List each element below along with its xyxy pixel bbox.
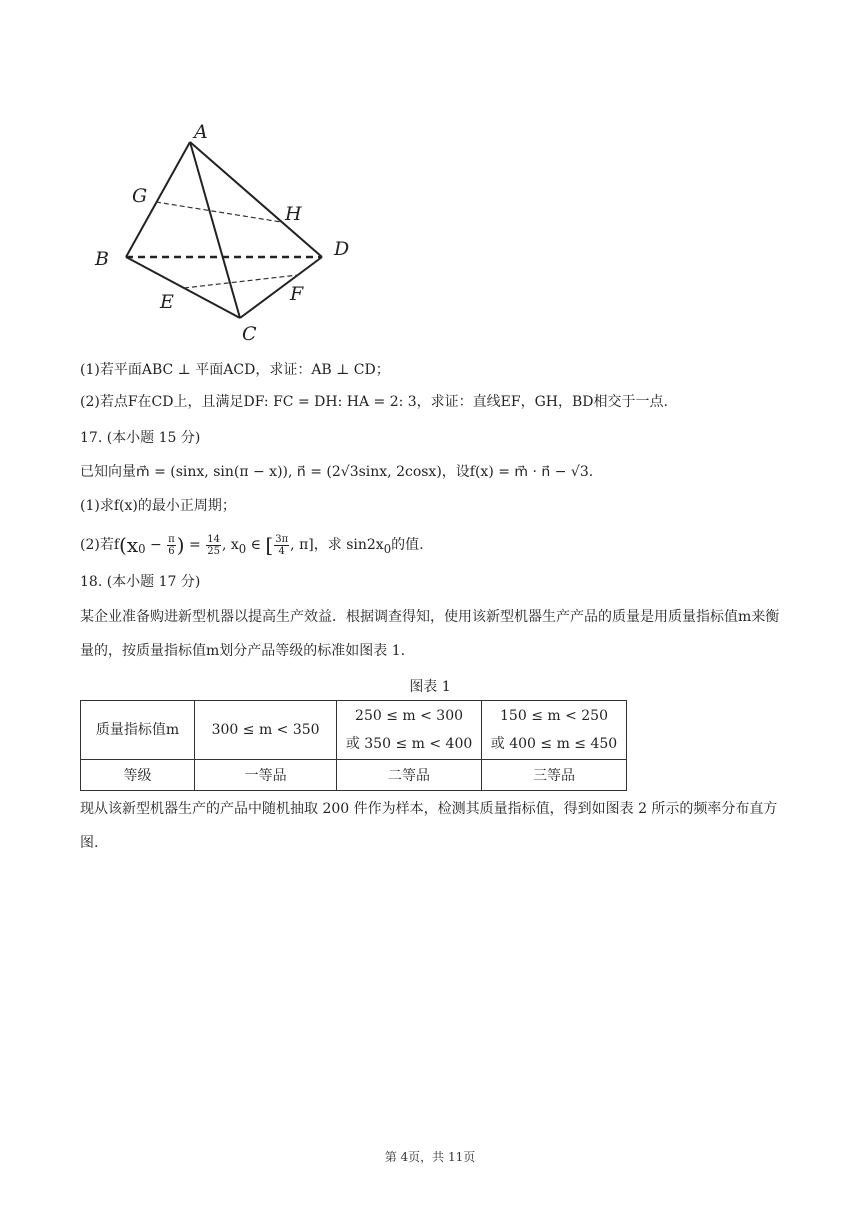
- fraction-numerator: 14: [207, 533, 220, 545]
- label-b: B: [95, 248, 109, 270]
- table-cell-grade1: 一等品: [195, 760, 337, 791]
- q17-int-right: , π]: [290, 537, 314, 553]
- q17-cond-sub: 0: [238, 541, 247, 556]
- range-line: 或 400 ≤ m ≤ 450: [490, 736, 618, 752]
- table-cell-grade-label: 等级: [81, 760, 195, 791]
- q17-int-left: [: [265, 533, 274, 557]
- table-cell-grade2-range: [337, 701, 482, 760]
- pi-over-6-fraction: [167, 534, 176, 557]
- q17-part2-prefix: (2)若f: [80, 537, 120, 553]
- tetrahedron-figure: [80, 118, 380, 348]
- q17-cond: , x: [221, 537, 239, 553]
- fraction-denominator: 25: [207, 545, 220, 557]
- edge-ac: [190, 142, 240, 318]
- q16-part1: (1)若平面ABC ⊥ 平面ACD，求证：AB ⊥ CD；: [80, 362, 390, 378]
- table-row: [81, 760, 627, 791]
- table-cell-grade1-range: 300 ≤ m < 350: [195, 701, 337, 760]
- q17-eq: =: [184, 537, 206, 553]
- q17-part2: [80, 530, 424, 564]
- table-cell-grade2: 二等品: [337, 760, 482, 791]
- label-c: C: [242, 323, 257, 345]
- range-line: 或 350 ≤ m < 400: [345, 736, 473, 752]
- value-fraction: [206, 534, 221, 557]
- fraction-denominator: 6: [168, 545, 175, 557]
- edge-ad: [190, 142, 322, 257]
- table-cell-grade3-range: [482, 701, 627, 760]
- segment-ef-dashed: [184, 275, 298, 288]
- table-cell-grade3: 三等品: [482, 760, 627, 791]
- q16-part2: (2)若点F在CD上，且满足DF: FC = DH: HA = 2: 3，求证：直线EF，GH，BD相交于一点.: [80, 394, 668, 410]
- q17-ask: ，求 sin2x: [313, 537, 384, 553]
- page-footer: 第 4页，共 11页: [384, 1150, 476, 1164]
- grade-standard-table: [80, 700, 627, 791]
- table-row: [81, 701, 627, 760]
- range-line: 250 ≤ m < 300: [355, 708, 464, 724]
- label-h: H: [285, 203, 302, 225]
- q17-stem: 已知向量m⃗ = (sinx, sin(π − x)), n⃗ = (2√3sinx, 2cosx)，设f(x) = m⃗ · n⃗ − √3.: [80, 464, 594, 480]
- q17-in: ∈: [246, 537, 266, 553]
- label-f: F: [290, 283, 304, 305]
- table-caption: 图表 1: [409, 679, 451, 695]
- q17-arg-right: ): [176, 533, 185, 557]
- q17-ask-sub: 0: [383, 541, 392, 556]
- label-d: D: [334, 238, 350, 260]
- fraction-denominator: 4: [278, 545, 285, 557]
- edge-bc: [126, 257, 240, 318]
- label-a: A: [194, 121, 208, 143]
- q18-intro: 某企业准备购进新型机器以提高生产效益．根据调查得知，使用该新型机器生产产品的质量是用质量指标值m来衡量的，按质量指标值m划分产品等级的标准如图表 1.: [80, 609, 780, 659]
- edge-cd: [240, 257, 322, 318]
- three-pi-over-4-fraction: [274, 534, 289, 557]
- q18-sample: 现从该新型机器生产的产品中随机抽取 200 件作为样本，检测其质量指标值，得到如图表 2 所示的频率分布直方图.: [80, 801, 778, 851]
- fraction-numerator: π: [168, 533, 175, 545]
- q18-header: 18. (本小题 17 分): [80, 574, 201, 590]
- label-g: G: [132, 185, 148, 207]
- range-line: 150 ≤ m < 250: [500, 708, 608, 724]
- q17-sub0: 0: [138, 541, 146, 556]
- q17-minus: −: [145, 537, 167, 553]
- q17-end: 的值.: [391, 537, 424, 553]
- q17-arg-left: (x: [119, 533, 139, 557]
- q17-header: 17. (本小题 15 分): [80, 430, 201, 446]
- table-cell-header: 质量指标值m: [81, 701, 195, 760]
- label-e: E: [160, 291, 174, 313]
- q17-part1: (1)求f(x)的最小正周期；: [80, 498, 236, 514]
- fraction-numerator: 3π: [275, 533, 289, 545]
